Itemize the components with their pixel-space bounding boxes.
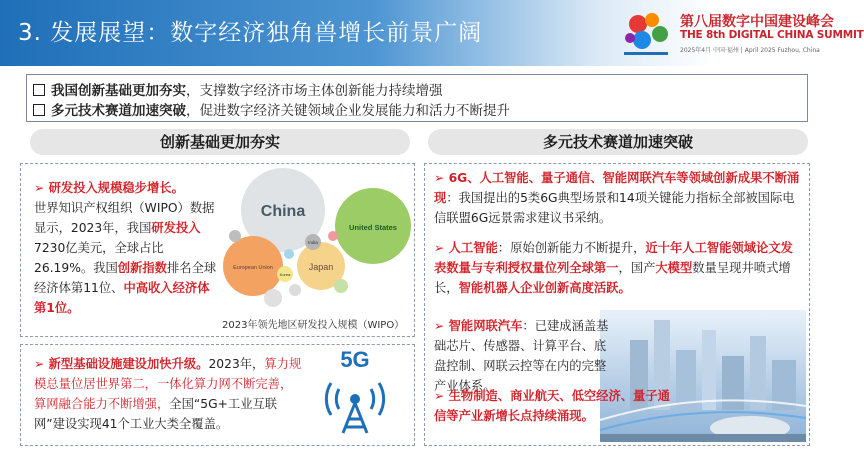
header-banner	[0, 0, 864, 66]
summary-line-2-text: ，促进数字经济关键领域企业发展能力和活力不断提升	[186, 103, 510, 119]
summary-box	[26, 74, 808, 122]
right-block-2-text	[434, 238, 804, 298]
checkbox-icon	[33, 104, 45, 116]
arrow-icon: ➢	[434, 241, 449, 255]
arrow-icon: ➢	[434, 389, 449, 403]
bubble-small	[284, 249, 294, 259]
right-block-1-t1: ：我国提出的5类6G典型场景和14项关键能力指标全部被国际电信联盟6G远景需求建议书采纳。	[434, 191, 795, 225]
left-block-1-t2: 7230亿美元，全球占比26.19%。我国	[34, 241, 164, 275]
bubble-small	[264, 289, 282, 307]
label-japan: Japan	[308, 262, 334, 272]
left-block-2-h1: 算力规模总量位居世界第二，一体化算力网不断完善，算网融合能力不断增强，	[34, 357, 302, 411]
right-block-4-h1: 生物制造、商业航天、低空经济、量子通信等产业新增长点持续涌现。	[434, 389, 670, 423]
page-title: 3. 发展展望：数字经济独角兽增长前景广阔	[18, 20, 483, 46]
right-block-4-text	[434, 386, 678, 426]
right-block-1-h1: 6G、人工智能、量子通信、智能网联汽车等领域创新成果不断涌现	[434, 171, 800, 205]
bubble-small	[328, 231, 338, 241]
right-heading: 多元技术赛道加速突破	[428, 129, 808, 155]
left-block-1-h3: 中高收入经济体第1位。	[34, 281, 210, 315]
left-heading: 创新基础更加夯实	[30, 129, 410, 155]
arrow-icon: ➢	[34, 181, 49, 195]
left-block-1-h2: 创新指数	[117, 261, 167, 275]
summary-line-2	[33, 99, 510, 119]
left-block-1-title: 研发投入规模稳步增长。	[48, 181, 184, 195]
left-block-2-t1: 2023年，	[208, 357, 265, 371]
rd-bubble-chart	[223, 166, 413, 310]
left-block-1-h1: 研发投入	[151, 221, 201, 235]
bubble-small	[289, 284, 301, 296]
arrow-icon: ➢	[434, 319, 449, 333]
label-india: India	[308, 240, 318, 245]
left-block-1-t3: 排名全球经济体第11位、	[34, 261, 217, 295]
right-block-3-t1: ：已建成涵盖基础芯片、传感器、计算平台、底盘控制、网联云控等在内的完整产业体系。	[434, 319, 609, 393]
right-block-2-h2: 近十年人工智能领域论文发表数量与专利授权量位列全球第一	[434, 241, 793, 275]
bubble-small	[334, 279, 348, 293]
summit-date: 2025年4月 中国·福州 | April 2025 Fuzhou, China	[680, 47, 820, 54]
summit-logo-icon	[618, 8, 676, 60]
right-block-2-h3: 大模型	[655, 261, 693, 275]
left-block-2-title: 新型基础设施建设加快升级。	[48, 357, 209, 371]
right-block-3-text	[434, 316, 614, 396]
left-block-2-text	[34, 354, 304, 434]
right-block-2-t2: ，国产	[618, 261, 656, 275]
left-block-2-t2: 全国“5G+工业互联网”建设实现41个工业大类全覆盖。	[34, 397, 278, 431]
right-block-2-t3: 数量呈现井喷式增长，	[434, 261, 791, 295]
summit-name-cn: 第八届数字中国建设峰会	[680, 14, 834, 30]
summary-line-1-bold: 我国创新基础更加夯实	[51, 83, 186, 99]
summary-line-1	[33, 79, 443, 99]
label-china: China	[260, 203, 306, 220]
bubble-small	[229, 230, 241, 242]
label-korea: Korea	[279, 272, 291, 277]
right-block-3-h1: 智能网联汽车	[448, 319, 523, 333]
summary-line-2-bold: 多元技术赛道加速突破	[51, 103, 186, 119]
label-european-union: European Union	[233, 265, 273, 271]
5g-label: 5G	[340, 347, 370, 372]
checkbox-icon	[33, 84, 45, 96]
arrow-icon: ➢	[434, 171, 449, 185]
chart-caption: 2023年领先地区研发投入规模（WIPO）	[222, 320, 405, 331]
left-block-1-t1: 世界知识产权组织（WIPO）数据显示，2023年，我国	[34, 201, 215, 235]
left-block-1-text	[34, 178, 220, 318]
right-block-2-h4: 智能机器人企业创新高度活跃。	[458, 281, 631, 295]
summit-name-en: THE 8th DIGITAL CHINA SUMMIT	[680, 29, 864, 41]
right-block-2-h1: 人工智能	[448, 241, 498, 255]
summary-line-1-text: ，支撑数字经济市场主体创新能力持续增强	[186, 83, 443, 99]
arrow-icon: ➢	[34, 357, 49, 371]
5g-tower-icon	[315, 343, 395, 435]
right-block-2-t1: ：原始创新能力不断提升，	[497, 241, 646, 255]
label-united-states: United States	[349, 223, 397, 232]
right-block-1-text	[434, 168, 804, 228]
